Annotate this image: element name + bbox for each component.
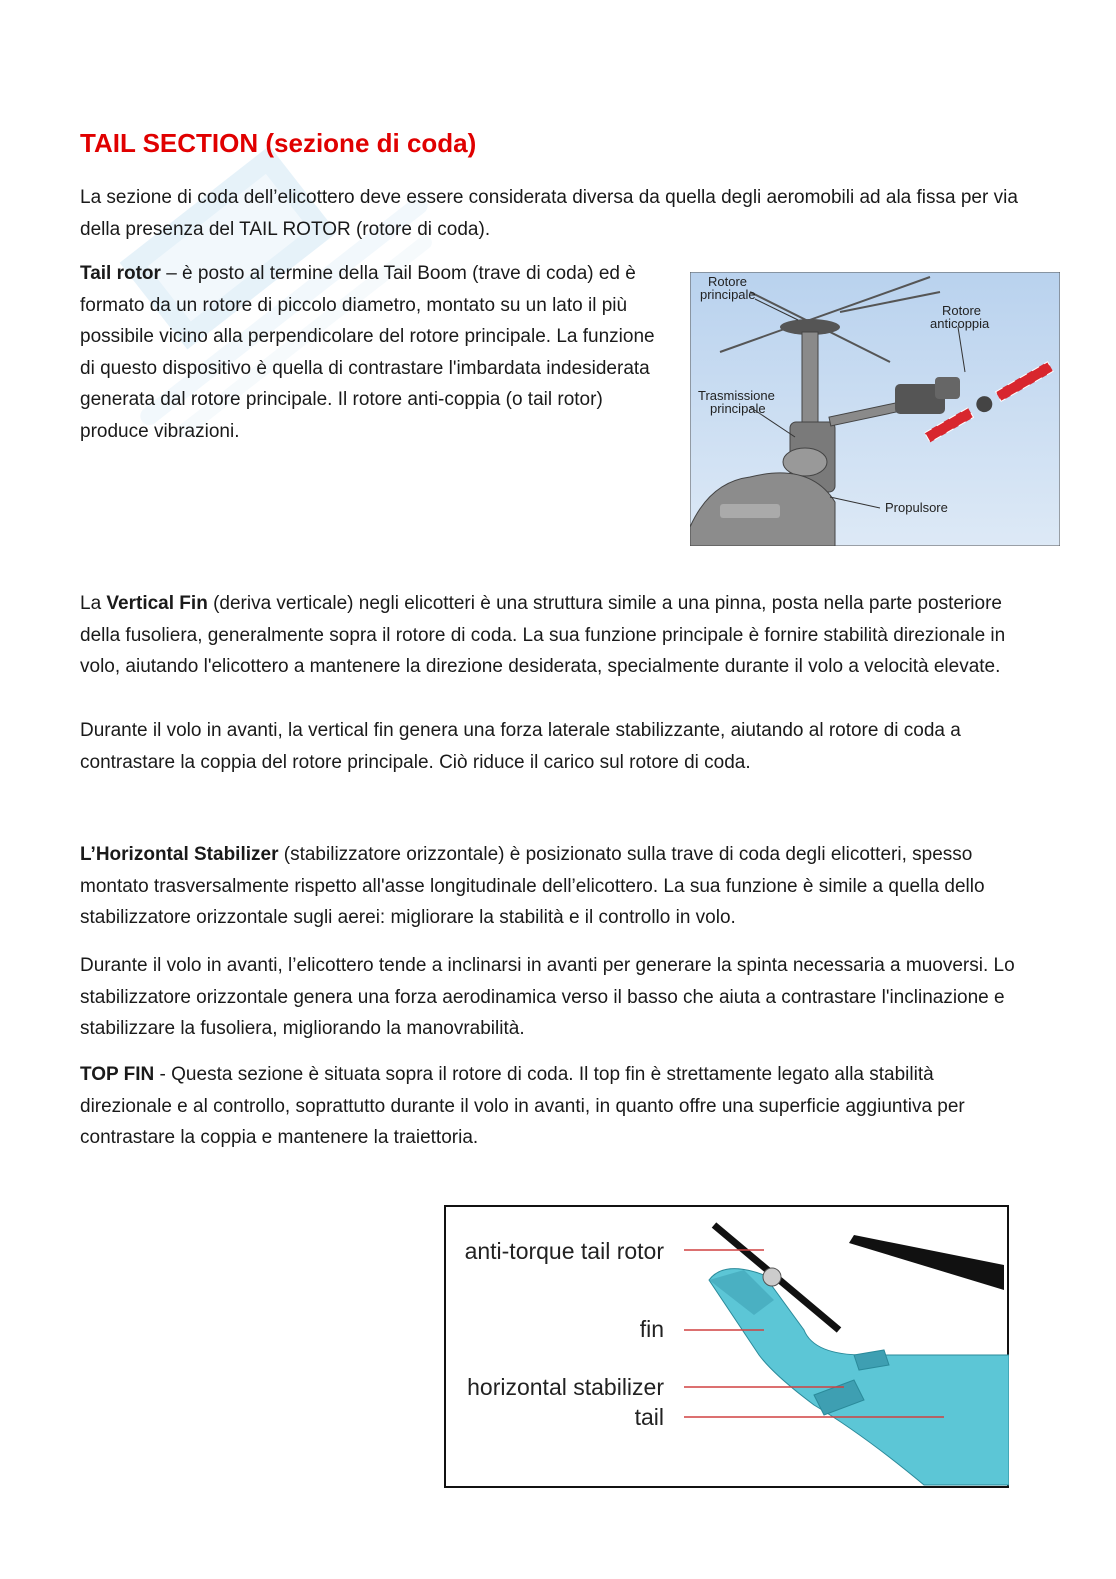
horizontal-stabilizer-paragraph [80,839,1040,934]
top-fin-text: - Questa sezione è situata sopra il rotore di coda. Il top fin è strettamente legato alla stabilità direzionale e al controllo, soprattutto durante il volo in avanti, in quanto offre una superficie aggiuntiva per contrastare la coppia e mantenere la traiettoria. [80,1064,965,1149]
label-anti-torque-1: Rotore [942,303,982,318]
tail-diagram-figure [444,1205,1009,1488]
vertical-fin-paragraph-2: Durante il volo in avanti, la vertical fin genera una forza laterale stabilizzante, aiutando al rotore di coda a contrastare la coppia del rotore principale. Ciò riduce il carico sul rotore di coda. [80,720,961,773]
label-anti-torque-tail-rotor: anti-torque tail rotor [464,1238,664,1264]
label-fin: fin [639,1316,664,1342]
horizontal-stabilizer-term: L’Horizontal Stabilizer [80,844,279,865]
label-horizontal-stabilizer: horizontal stabilizer [467,1374,664,1400]
page-title: TAIL SECTION (sezione di coda) [80,128,477,158]
intro-paragraph: La sezione di coda dell’elicottero deve essere considerata diversa da quella degli aeromobili ad ala fissa per via della presenza del TAIL ROTOR (rotore di coda). [80,187,1018,240]
label-main-rotor-1: Rotore [708,274,748,289]
vertical-fin-text: (deriva verticale) negli elicotteri è una struttura simile a una pinna, posta nella parte posteriore della fusoliera, generalmente sopra il rotore di coda. La sua funzione principale è fornire stabilità direzionale in volo, aiutando l'elicottero a mantenere la direzione desiderata, specialmente durante il volo a velocità elevate. [80,593,1006,678]
horizontal-stabilizer-paragraph-2: Durante il volo in avanti, l’elicottero tende a inclinarsi in avanti per generare la spinta necessaria a muoversi. Lo stabilizzatore orizzontale genera una forza aerodinamica verso il basso che aiuta a contrastare l'inclinazione e stabilizzare la fusoliera, migliorando la manovrabilità. [80,955,1015,1040]
vertical-fin-lead: La [80,593,107,614]
label-main-rotor-2: principale [700,287,756,302]
vertical-fin-paragraph [80,588,1035,683]
tail-rotor-term: Tail rotor [80,263,161,284]
horizontal-stabilizer-text: (stabilizzatore orizzontale) è posizionato sulla trave di coda degli elicotteri, spesso montato trasversalmente rispetto all'asse longitudinale dell’elicottero. La sua funzione è simile a quella dello stabilizzatore orizzontale sugli aerei: migliorare la stabilità e il controllo in volo. [80,844,985,929]
rotor-diagram-figure [690,272,1060,546]
label-engine: Propulsore [885,500,948,515]
label-anti-torque-2: anticoppia [930,316,990,331]
tail-rotor-text: – è posto al termine della Tail Boom (trave di coda) ed è formato da un rotore di piccolo diametro, montato su un lato il più possibile vicino alla perpendicolare del rotore principale. La funzione di questo dispositivo è quella di contrastare l'imbardata indesiderata generata dal rotore principale. Il rotore anti-coppia (o tail rotor) produce vibrazioni. [80,263,655,442]
tail-rotor-paragraph [80,258,665,448]
label-transmission-1: Trasmissione [698,388,775,403]
label-tail: tail [634,1404,664,1430]
vertical-fin-term: Vertical Fin [106,593,208,614]
label-transmission-2: principale [710,401,766,416]
top-fin-paragraph [80,1059,985,1154]
top-fin-term: TOP FIN [80,1064,155,1085]
